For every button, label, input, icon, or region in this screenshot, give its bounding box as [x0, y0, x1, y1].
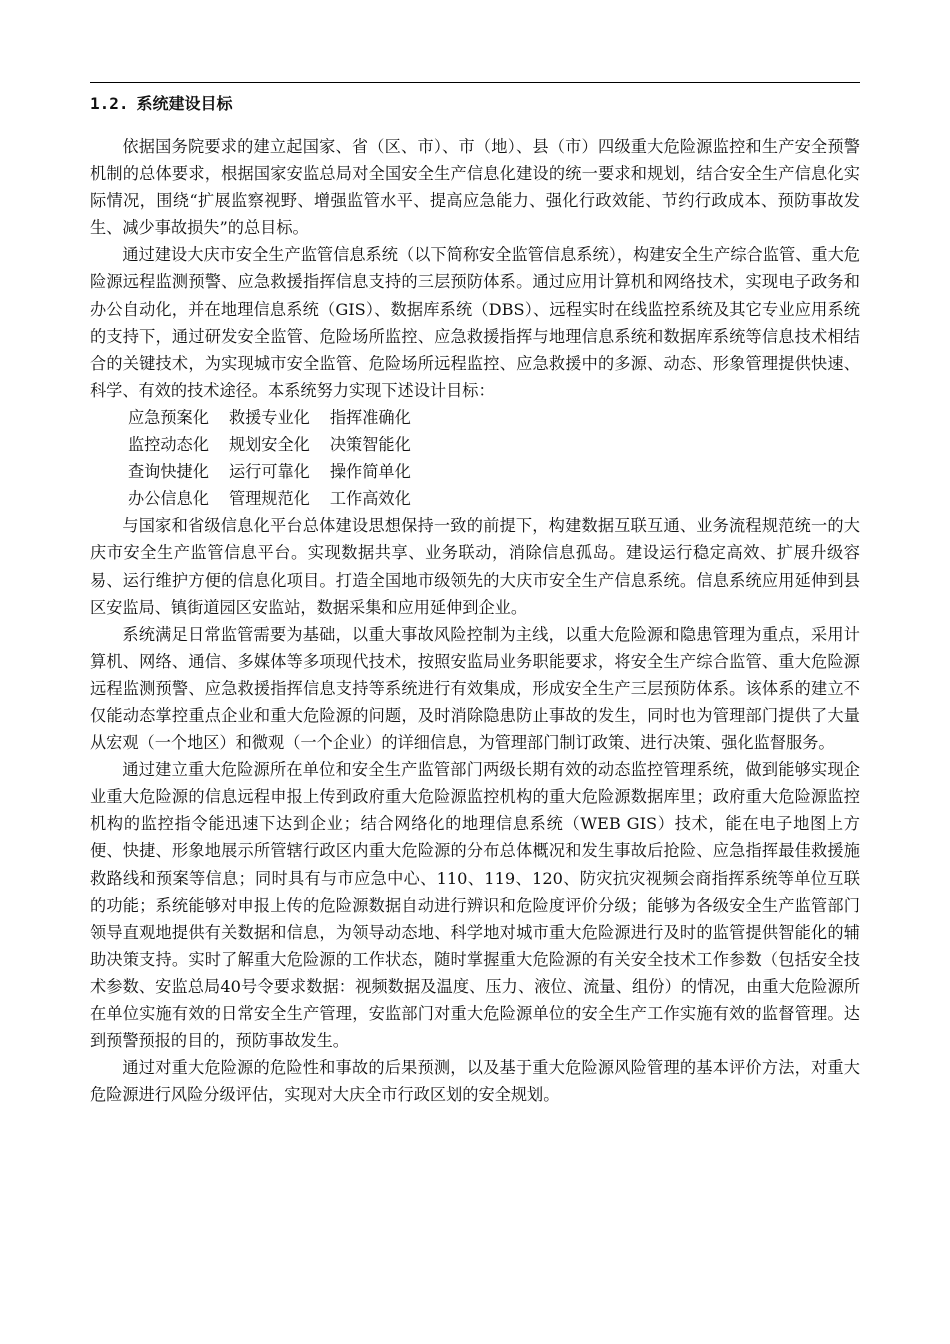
design-goals-row — [90, 404, 860, 431]
header-rule — [90, 82, 860, 83]
design-goal-item: 办公信息化 — [128, 489, 209, 509]
design-goals-row — [90, 485, 860, 512]
design-goals-row — [90, 431, 860, 458]
design-goals-list — [90, 404, 860, 512]
section-body — [90, 133, 860, 1108]
design-goal-item: 操作简单化 — [329, 462, 411, 482]
design-goal-item: 工作高效化 — [329, 489, 411, 509]
design-goal-item: 管理规范化 — [228, 489, 310, 509]
design-goal-item: 查询快捷化 — [128, 462, 209, 482]
design-goal-item: 监控动态化 — [128, 435, 209, 455]
design-goal-item: 决策智能化 — [329, 435, 411, 455]
design-goal-item: 救援专业化 — [228, 407, 310, 427]
section-title: 系统建设目标 — [136, 94, 233, 113]
paragraph-system-construction: 通过建设大庆市安全生产监管信息系统（以下简称安全监管信息系统），构建安全生产综合监管、重大危险源远程监测预警、应急救援指挥信息支持的三层预防体系。通过应用计算机和网络技术，实现电子政务和办公自动化，并在地理信息系统（GIS）、数据库系统（DBS）、远程实时在线监控系统及其它专业应用系统的支持下，通过研发安全监管、危险场所监控、应急救援指挥与地理信息系统和数据库系统等信息技术相结合的关键技术，为实现城市安全监管、危险场所远程监控、应急救援中的多源、动态、形象管理提供快速、科学、有效的技术途径。本系统努力实现下述设计目标： — [90, 245, 860, 400]
paragraph-risk-assessment: 通过对重大危险源的危险性和事故的后果预测，以及基于重大危险源风险管理的基本评价方法，对重大危险源进行风险分级评估，实现对大庆全市行政区划的安全规划。 — [90, 1058, 860, 1105]
design-goal-item: 规划安全化 — [228, 435, 310, 455]
paragraph-overall-goal: 依据国务院要求的建立起国家、省（区、市）、市（地）、县（市）四级重大危险源监控和生产安全预警机制的总体要求，根据国家安监总局对全国安全生产信息化建设的统一要求和规划，结合安全生产信息化实际情况，围绕“扩展监察视野、增强监管水平、提高应急能力、强化行政效能、节约行政成本、预防事故发生、减少事故损失”的总目标。 — [90, 137, 860, 238]
section-number: 1.2. — [90, 94, 129, 113]
design-goals-row — [90, 458, 860, 485]
design-goal-item: 运行可靠化 — [228, 462, 310, 482]
paragraph-prevention-system: 系统满足日常监管需要为基础，以重大事故风险控制为主线，以重大危险源和隐患管理为重点，采用计算机、网络、通信、多媒体等多项现代技术，按照安监局业务职能要求，将安全生产综合监管、重大危险源远程监测预警、应急救援指挥信息支持等系统进行有效集成，形成安全生产三层预防体系。该体系的建立不仅能动态掌控重点企业和重大危险源的问题，及时消除隐患防止事故的发生，同时也为管理部门提供了大量从宏观（一个地区）和微观（一个企业）的详细信息，为管理部门制订政策、进行决策、强化监督服务。 — [90, 624, 860, 753]
paragraph-platform-consistency: 与国家和省级信息化平台总体建设思想保持一致的前提下，构建数据互联互通、业务流程规范统一的大庆市安全生产监管信息平台。实现数据共享、业务联动，消除信息孤岛。建设运行稳定高效、扩展升级容易、运行维护方便的信息化项目。打造全国地市级领先的大庆市安全生产信息系统。信息系统应用延伸到县区安监局、镇街道园区安监站，数据采集和应用延伸到企业。 — [90, 516, 860, 617]
design-goal-item: 指挥准确化 — [329, 407, 411, 427]
design-goal-item: 应急预案化 — [128, 407, 209, 427]
paragraph-dynamic-monitoring: 通过建立重大危险源所在单位和安全生产监管部门两级长期有效的动态监控管理系统，做到能够实现企业重大危险源的信息远程申报上传到政府重大危险源监控机构的重大危险源数据库里；政府重大危险源监控机构的监控指令能迅速下达到企业；结合网络化的地理信息系统（WEB GIS）技术，能在电子地图上方便、快捷、形象地展示所管辖行政区内重大危险源的分布总体概况和发生事故后抢险、应急指挥最佳救援施救路线和预案等信息；同时具有与市应急中心、110、119、120、防灾抗灾视频会商指挥系统等单位互联的功能；系统能够对申报上传的危险源数据自动进行辨识和危险度评价分级；能够为各级安全生产监管部门领导直观地提供有关数据和信息，为领导动态地、科学地对城市重大危险源进行及时的监管提供智能化的辅助决策支持。实时了解重大危险源的工作状态，随时掌握重大危险源的有关安全技术工作参数（包括安全技术参数、安监总局40号令要求数据：视频数据及温度、压力、液位、流量、组份）的情况，由重大危险源所在单位实施有效的日常安全生产管理，安监部门对重大危险源单位的安全生产工作实施有效的监督管理。达到预警预报的目的，预防事故发生。 — [90, 760, 860, 1051]
section-heading — [90, 92, 233, 116]
